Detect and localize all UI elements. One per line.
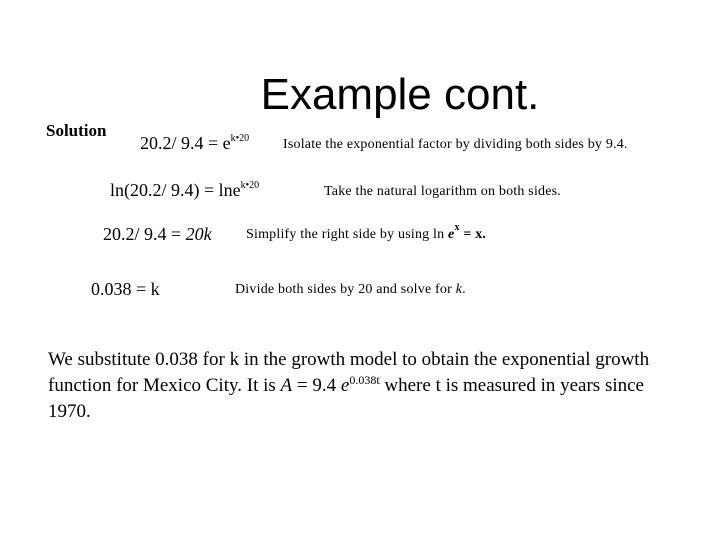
slide-title-text: Example cont. <box>260 70 540 119</box>
step-3-note-e: e <box>448 227 455 242</box>
step-4-note-k: k <box>455 282 463 297</box>
step-4-note-end: . <box>462 282 466 297</box>
step-4-note <box>235 282 466 298</box>
step-2-note: Take the natural logarithm on both sides. <box>324 184 561 199</box>
step-1-exponent: k•20 <box>230 133 250 144</box>
step-3-note-exponent: x <box>454 222 460 233</box>
step-2-exponent: k•20 <box>240 180 260 191</box>
step-3-note <box>246 222 487 243</box>
step-3-note-end: = x. <box>459 227 487 242</box>
conclusion-variable-a: A <box>280 375 293 396</box>
conclusion-paragraph <box>48 347 660 425</box>
step-4-equation: 0.038 = k <box>91 279 160 299</box>
conclusion-exponent: 0.038t <box>349 373 380 387</box>
conclusion-e: e <box>340 375 350 396</box>
conclusion-text-1: We substitute 0.038 for k in the growth model to obtain the exponential growth function for Mexico City. It is <box>48 349 650 396</box>
step-1-equation-text: 20.2/ 9.4 = e <box>140 133 231 153</box>
step-3-equation-rhs: 20k <box>185 224 212 244</box>
step-4-note-text: Divide both sides by 20 and solve for <box>235 282 456 297</box>
step-3-equation-lhs: 20.2/ 9.4 = <box>103 224 186 244</box>
conclusion-text-2: = 9.4 <box>292 375 341 396</box>
step-2-equation <box>110 180 259 201</box>
step-2-equation-text: ln(20.2/ 9.4) = lne <box>110 180 241 200</box>
conclusion-text-3: where t is measured in years since 1970. <box>48 375 644 422</box>
step-1-equation <box>140 133 249 154</box>
step-3-note-text: Simplify the right side by using ln <box>246 227 449 242</box>
solution-label: Solution <box>46 121 107 140</box>
slide-title <box>0 70 720 120</box>
step-1-note: Isolate the exponential factor by dividing both sides by 9.4. <box>283 137 628 152</box>
step-3-equation <box>103 224 212 245</box>
